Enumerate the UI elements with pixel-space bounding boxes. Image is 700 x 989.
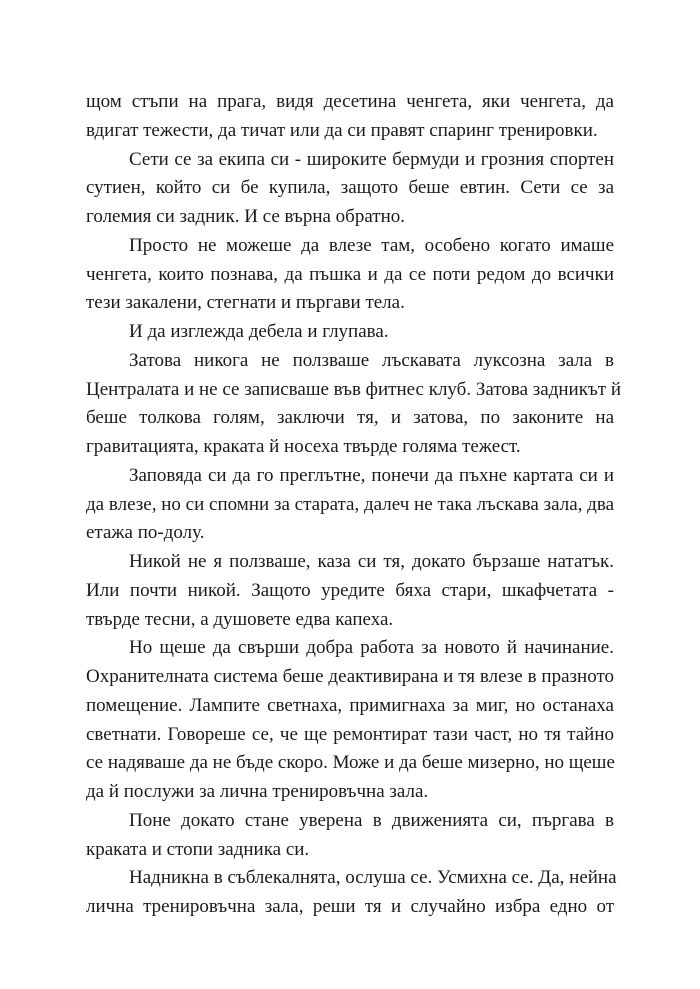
text-line: Никой не я ползваше, каза си тя, докато бързаше нататък. [129, 551, 614, 572]
text-line: твърде тесни, а душовете едва капеха. [86, 608, 394, 630]
paragraph [86, 232, 614, 318]
paragraph [86, 88, 614, 146]
text-line: големия си задник. И се върна обратно. [86, 206, 406, 227]
text-line: вдигат тежести, да тичат или да си правят спаринг тренировки. [86, 119, 598, 141]
text-line: Просто не можеше да влезе там, особено когато имаше [129, 234, 614, 256]
body-text [86, 88, 621, 922]
paragraph [86, 548, 614, 634]
text-line: Поне докато стане уверена в движенията си, пъргава в [129, 809, 614, 831]
text-line: сутиен, който си бе купила, защото беше евтин. Сети се за [86, 177, 614, 199]
text-line: Или почти никой. Защото уредите бяха стари, шкафчетата - [86, 579, 614, 601]
text-line: щом стъпи на прага, видя десетина ченгета, яки ченгета, да [86, 91, 614, 112]
paragraph [86, 462, 614, 548]
paragraph [86, 146, 614, 232]
text-line: Затова никога не ползваше лъскавата луксозна зала в [129, 349, 614, 371]
text-line: ченгета, които познава, да пъшка и да се поти редом до всички [86, 263, 614, 285]
text-line: гравитацията, краката й носеха твърде голяма тежест. [86, 436, 521, 457]
text-line: Заповяда си да го преглътне, понечи да пъхне картата си и [129, 464, 614, 486]
text-line: се надяваше да не бъде скоро. Може и да беше мизерно, но щеше [86, 752, 615, 774]
text-line: Но щеше да свърши добра работа за новото й начинание. [129, 637, 614, 659]
text-line: Надникна в съблекалнята, ослуша се. Усмихна се. Да, нейна [129, 867, 617, 889]
text-line: лична тренировъчна зала, реши тя и случайно избра едно от [86, 896, 614, 917]
paragraph [86, 318, 614, 347]
text-line: беше толкова голям, заключи тя, и затова, по законите на [86, 407, 614, 429]
text-line: Централата и не се записваше във фитнес клуб. Затова задникът й [86, 378, 621, 400]
text-line: етажа по-долу. [86, 522, 205, 544]
text-line: помещение. Лампите светнаха, примигнаха за миг, но останаха [86, 694, 614, 716]
text-line: краката и стопи задника си. [86, 838, 310, 860]
text-line: тези закалени, стегнати и пъргави тела. [86, 292, 405, 314]
paragraph [86, 634, 614, 807]
text-line: Сети се за екипа си - широките бермуди и грозния спортен [129, 148, 614, 170]
text-line: да влезе, но си спомни за старата, далеч не така лъскава зала, два [86, 493, 614, 515]
paragraph [86, 347, 621, 462]
text-line: светнати. Говореше се, че ще ремонтират тази част, но тя тайно [86, 723, 614, 745]
text-line: да й послужи за лична тренировъчна зала. [86, 781, 429, 802]
paragraph [86, 807, 614, 865]
paragraph [86, 864, 617, 922]
text-line: И да изглежда дебела и глупава. [129, 321, 389, 342]
text-line: Охранителната система беше деактивирана и тя влезе в празното [86, 666, 614, 687]
